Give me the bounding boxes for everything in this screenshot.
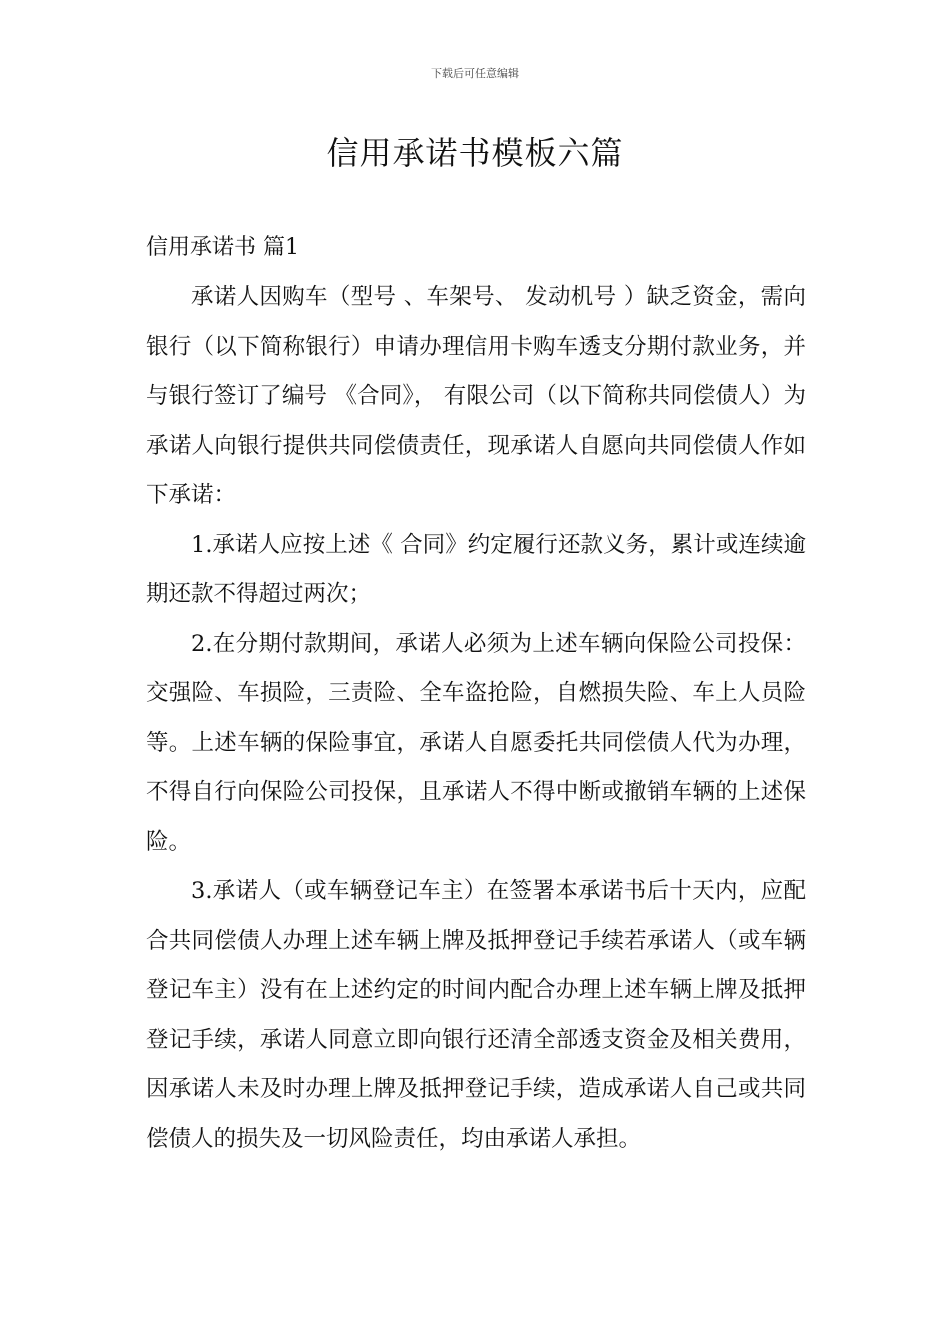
paragraph-clause-1: 1.承诺人应按上述《 合同》约定履行还款义务，累计或连续逾期还款不得超过两次； [146, 531, 806, 607]
document-title: 信用承诺书模板六篇 [326, 134, 624, 172]
paragraph-clause-3: 3.承诺人（或车辆登记车主）在签署本承诺书后十天内，应配合共同偿债人办理上述车辆上牌及抵押登记手续若承诺人（或车辆登记车主）没有在上述约定的时间内配合办理上述车辆上牌及抵押登记手续，承诺人同意立即向银行还清全部透支资金及相关费用，因承诺人未及时办理上牌及抵押登记手续，造成承诺人自己或共同偿债人的损失及一切风险责任，均由承诺人承担。 [146, 878, 806, 1152]
paragraph-clause-2: 2.在分期付款期间，承诺人必须为上述车辆向保险公司投保：交强险、车损险，三责险、全车盗抢险，自燃损失险、车上人员险等。上述车辆的保险事宜，承诺人自愿委托共同偿债人代为办理，不得自行向保险公司投保，且承诺人不得中断或撤销车辆的上述保险。 [146, 630, 806, 855]
header-note: 下载后可任意编辑 [431, 67, 519, 80]
document-body [146, 273, 806, 1164]
section-heading: 信用承诺书 篇1 [146, 235, 299, 260]
paragraph-intro: 承诺人因购车（型号 、车架号、 发动机号 ）缺乏资金，需向 银行（以下简称银行）申请办理信用卡购车透支分期付款业务，并与银行签订了编号 《合同》， 有限公司（以下简称共同偿债人）为承诺人向银行提供共同偿债责任，现承诺人自愿向共同偿债人作如下承诺： [146, 284, 806, 508]
